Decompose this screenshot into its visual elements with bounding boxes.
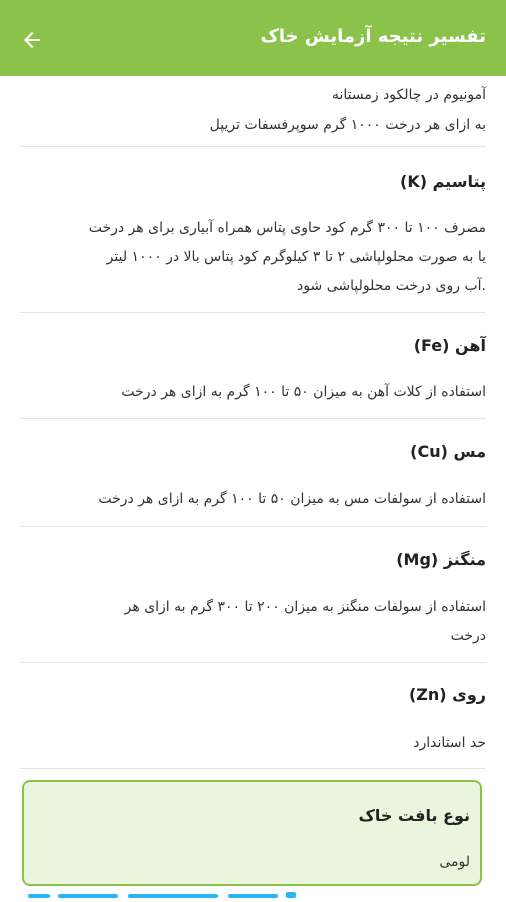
divider [20,662,486,663]
text-line: یا به صورت محلولپاشی ۲ تا ۳ کیلوگرم کود پتاس بالا در ۱۰۰۰ لیتر [106,249,486,265]
divider [20,526,486,527]
section-heading-copper: مس (Cu) [410,442,486,461]
top-line-1: آمونیوم در چالکود زمستانه [331,87,486,103]
top-paragraph [16,80,486,140]
divider [20,312,486,313]
section-heading-potassium: پتاسیم (K) [400,172,486,191]
top-line-2: به ازای هر درخت ۱۰۰۰ گرم سوپرفسفات تریپل [209,117,486,133]
section-text-potassium [16,214,486,301]
section-text-copper [16,485,486,514]
section-text-iron [16,378,486,407]
section-heading-manganese: منگنز (Mg) [396,550,486,569]
page-title: تفسیر نتیجه آزمایش خاک [260,26,486,47]
divider [20,146,486,147]
text-line: استفاده از سولفات مس به میزان ۵۰ تا ۱۰۰ گرم به ازای هر درخت [98,491,486,507]
section-text-manganese [16,593,486,651]
text-line: .آب روی درخت محلولپاشی شود [297,278,486,294]
soil-texture-value: لومی [439,854,470,870]
section-heading-zinc: روی (Zn) [408,685,486,704]
section-text-zinc [16,729,486,758]
text-line: مصرف ۱۰۰ تا ۳۰۰ گرم کود حاوی پتاس همراه آبیاری برای هر درخت [88,220,486,236]
text-line: استفاده از سولفات منگنز به میزان ۲۰۰ تا ۳۰۰ گرم به ازای هر [124,599,486,615]
arrow-left-icon [20,28,44,52]
soil-texture-title: نوع بافت خاک [358,806,470,825]
divider [20,768,486,769]
back-button[interactable] [14,22,50,58]
text-line: استفاده از کلات آهن به میزان ۵۰ تا ۱۰۰ گرم به ازای هر درخت [121,384,486,400]
app-bar [0,0,506,76]
text-line: درخت [450,628,486,644]
soil-texture-card [22,780,482,886]
text-line: حد استاندارد [413,735,486,751]
section-heading-iron: آهن (Fe) [413,336,486,355]
content-area[interactable] [0,76,506,900]
divider [20,418,486,419]
